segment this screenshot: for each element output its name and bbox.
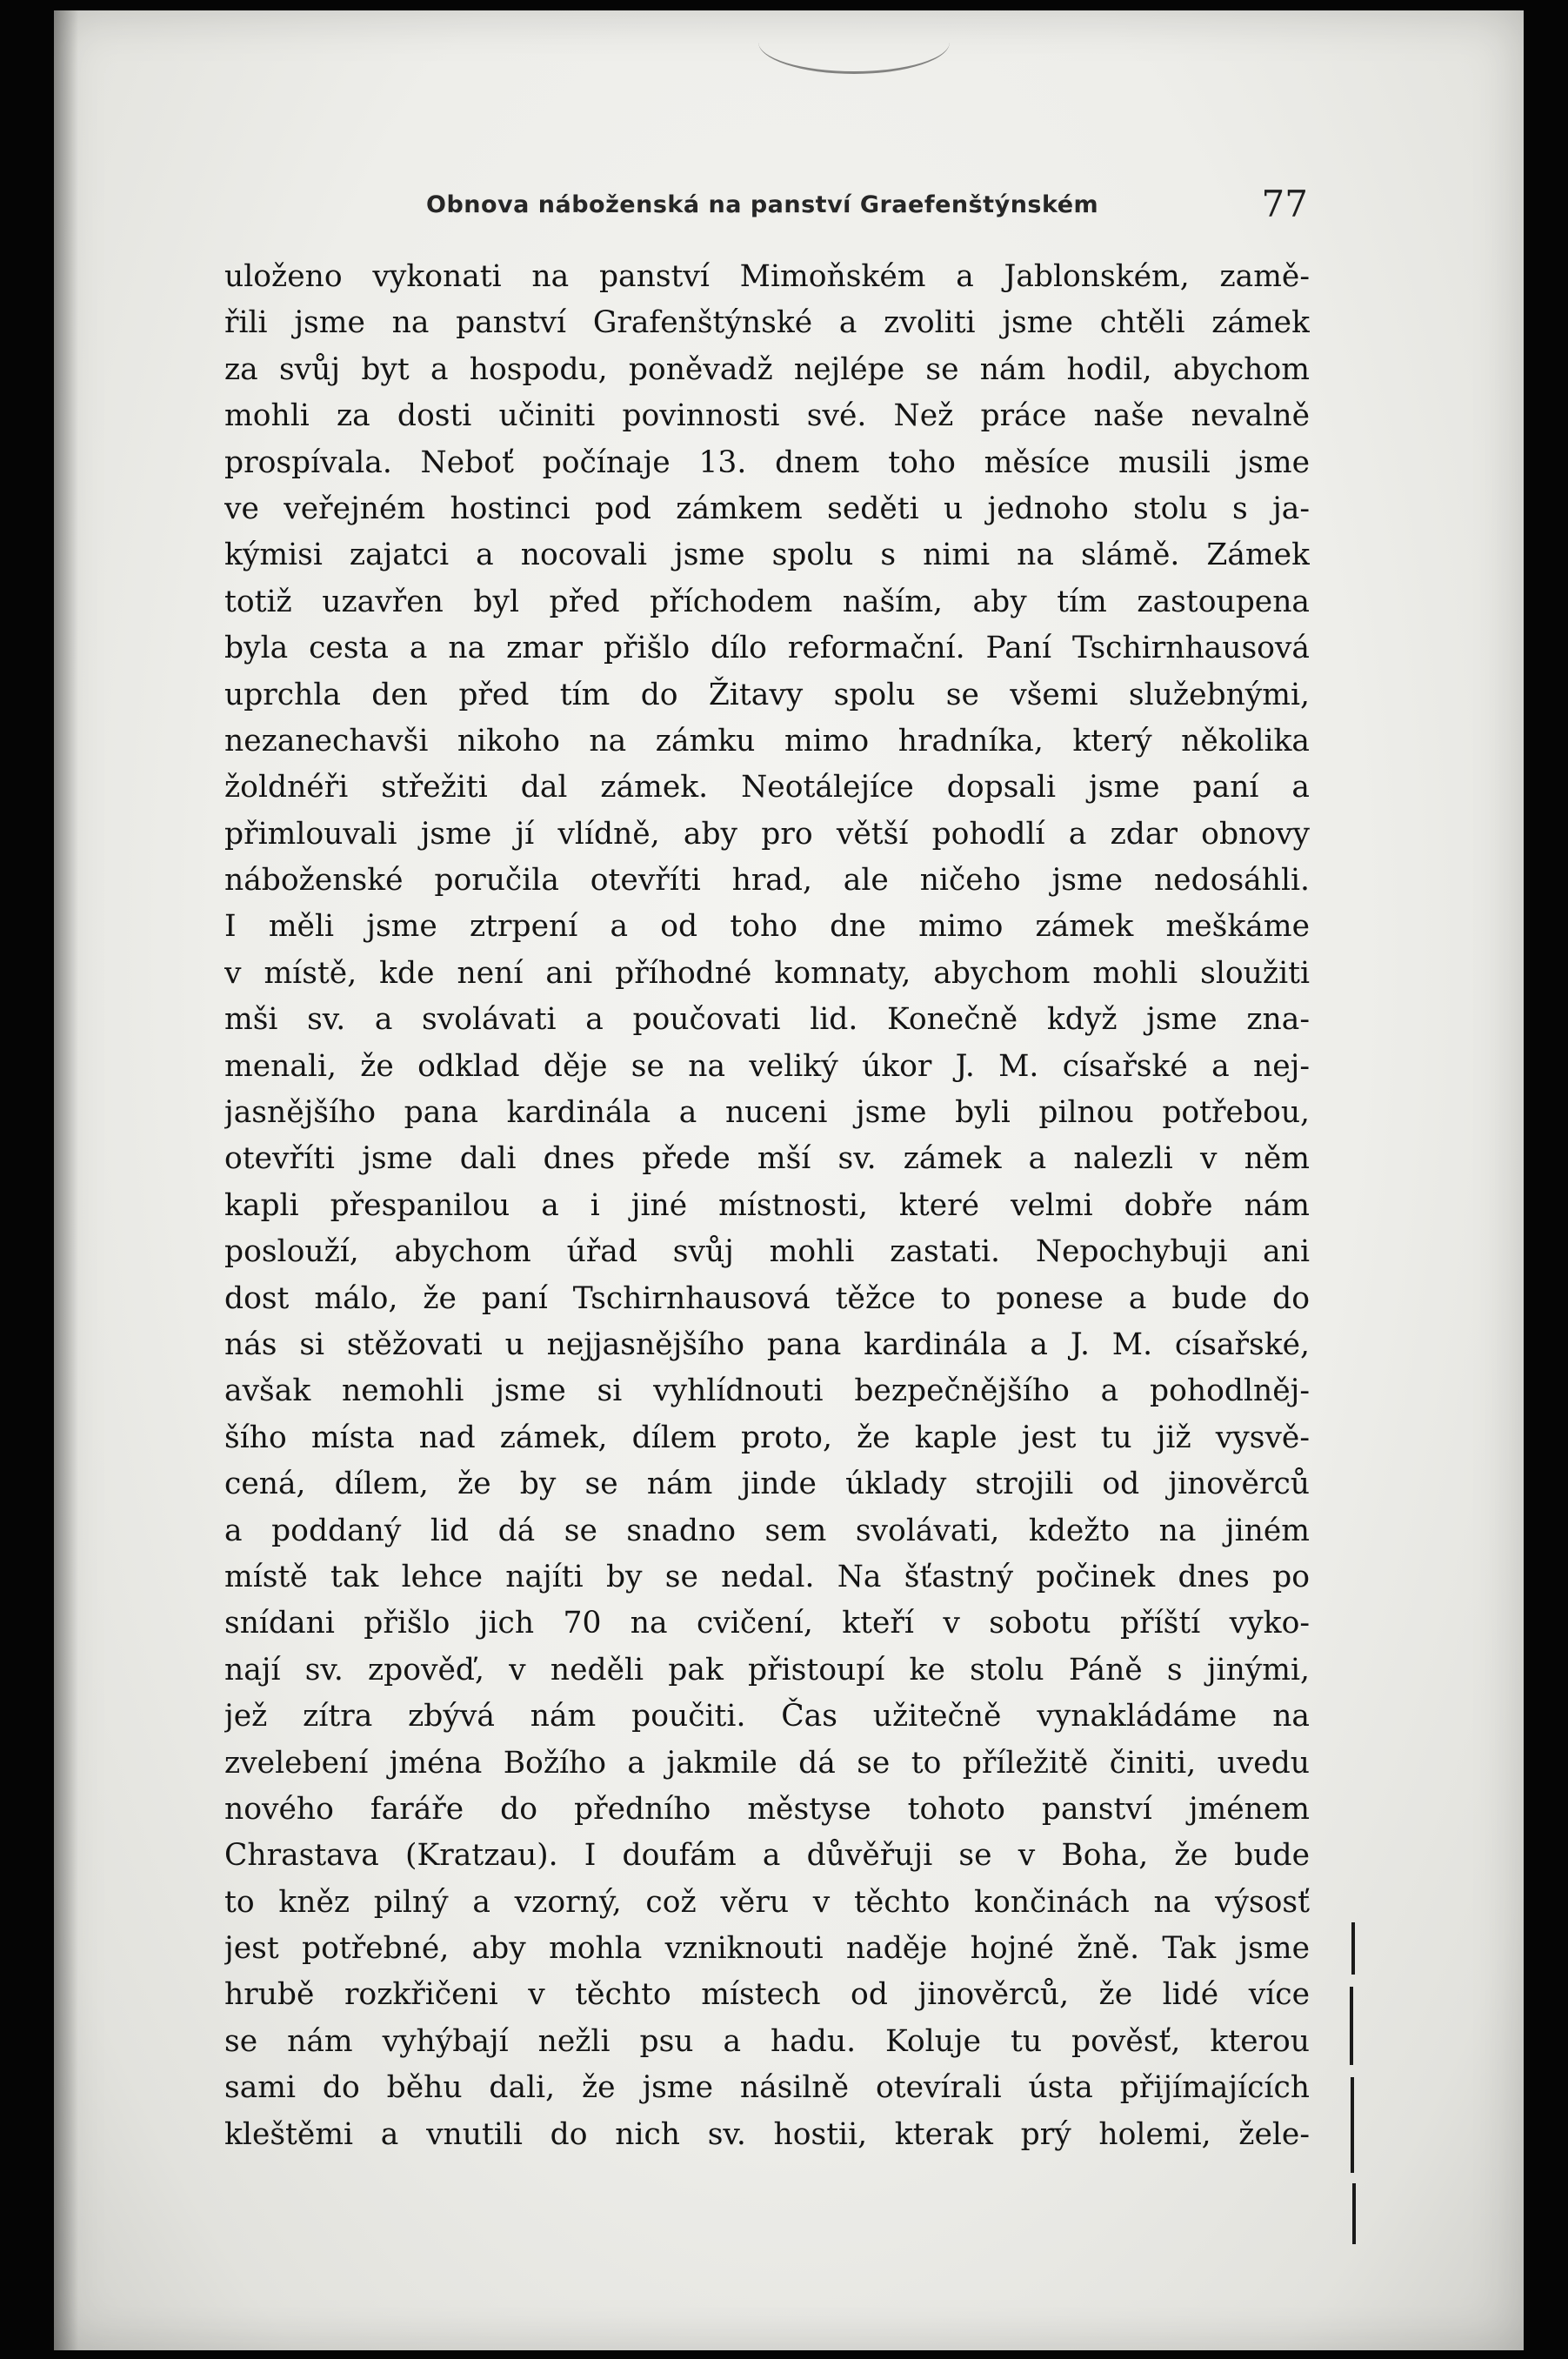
text-line: přimlouvali jsme jí vlídně, aby pro větší pohodlí a zdar obnovy <box>224 816 1310 852</box>
text-line: kapli přespanilou a i jiné místnosti, které velmi dobře nám <box>224 1187 1310 1223</box>
body-text <box>224 254 1310 2158</box>
margin-mark <box>1352 2183 1356 2244</box>
text-line: poslouží, abychom úřad svůj mohli zastati. Nepochybuji ani <box>224 1234 1310 1270</box>
text-line: Chrastava (Kratzau). I doufám a důvěřuji se v Boha, že bude <box>224 1838 1310 1874</box>
text-line: jež zítra zbývá nám poučiti. Čas užitečně vynakládáme na <box>224 1699 1310 1734</box>
text-line: za svůj byt a hospodu, poněvadž nejlépe se nám hodil, abychom <box>224 351 1310 387</box>
page-number: 77 <box>1261 183 1308 225</box>
text-line: nás si stěžovati u nejjasnějšího pana kardinála a J. M. císařské, <box>224 1327 1310 1362</box>
text-line: se nám vyhýbají nežli psu a hadu. Koluje tu pověsť, kterou <box>224 2023 1310 2059</box>
text-line: kýmisi zajatci a nocovali jsme spolu s nimi na slámě. Zámek <box>224 538 1310 573</box>
text-line: jasnějšího pana kardinála a nuceni jsme byli pilnou potřebou, <box>224 1095 1310 1131</box>
text-line: v místě, kde není ani příhodné komnaty, abychom mohli sloužiti <box>224 955 1310 991</box>
margin-mark <box>1350 1987 1353 2065</box>
text-line: šího místa nad zámek, dílem proto, že kaple jest tu již vysvě- <box>224 1420 1310 1455</box>
text-line: prospívala. Neboť počínaje 13. dnem toho měsíce musili jsme <box>224 444 1310 480</box>
text-line: nového faráře do předního městyse tohoto panství jménem <box>224 1791 1310 1827</box>
text-line: dost málo, že paní Tschirnhausová těžce to ponese a bude do <box>224 1280 1310 1316</box>
text-line: uprchla den před tím do Žitavy spolu se všemi služebnými, <box>224 677 1310 712</box>
running-head <box>224 170 1308 240</box>
text-line: I měli jsme ztrpení a od toho dne mimo zámek meškáme <box>224 909 1310 945</box>
text-line: náboženské poručila otevříti hrad, ale ničeho jsme nedosáhli. <box>224 863 1310 899</box>
text-line: nezanechavši nikoho na zámku mimo hradníka, který několika <box>224 723 1310 758</box>
text-line: uloženo vykonati na panství Mimoňském a Jablonském, zamě- <box>224 259 1310 294</box>
page-fold-mark <box>758 10 950 74</box>
text-line: avšak nemohli jsme si vyhlídnouti bezpečnějšího a pohodlněj- <box>224 1373 1310 1409</box>
text-line: menali, že odklad děje se na veliký úkor J. M. císařské a nej- <box>224 1048 1310 1084</box>
text-line: hrubě rozkřičeni v těchto místech od jinověrců, že lidé více <box>224 1977 1310 2013</box>
text-line: žoldnéři střežiti dal zámek. Neotálejíce dopsali jsme paní a <box>224 770 1310 805</box>
text-line: byla cesta a na zmar přišlo dílo reformační. Paní Tschirnhausová <box>224 631 1310 666</box>
text-line: totiž uzavřen byl před příchodem naším, aby tím zastoupena <box>224 584 1310 619</box>
text-line: otevříti jsme dali dnes přede mší sv. zámek a nalezli v něm <box>224 1141 1310 1177</box>
text-line: nají sv. zpověď, v neděli pak přistoupí ke stolu Páně s jinými, <box>224 1652 1310 1687</box>
text-line: zvelebení jména Božího a jakmile dá se to příležitě činiti, uvedu <box>224 1745 1310 1781</box>
binding-shadow <box>54 10 78 2350</box>
margin-mark <box>1351 2077 1354 2173</box>
text-line: jest potřebné, aby mohla vzniknouti naděje hojné žně. Tak jsme <box>224 1931 1310 1967</box>
text-line: snídani přišlo jich 70 na cvičení, kteří v sobotu příští vyko- <box>224 1606 1310 1641</box>
text-line: a poddaný lid dá se snadno sem svolávati, kdežto na jiném <box>224 1513 1310 1548</box>
margin-pencil-marks <box>1346 1922 1357 2262</box>
text-line: místě tak lehce najíti by se nedal. Na šťastný počinek dnes po <box>224 1559 1310 1594</box>
text-line: ve veřejném hostinci pod zámkem seděti u jednoho stolu s ja- <box>224 491 1310 526</box>
text-line: kleštěmi a vnutili do nich sv. hostii, kterak prý holemi, žele- <box>224 2116 1310 2152</box>
text-line: cená, dílem, že by se nám jinde úklady strojili od jinověrců <box>224 1467 1310 1502</box>
text-line: řili jsme na panství Grafenštýnské a zvoliti jsme chtěli zámek <box>224 305 1310 341</box>
text-line: sami do běhu dali, že jsme násilně otevírali ústa přijímajících <box>224 2070 1310 2106</box>
margin-mark <box>1351 1922 1355 1975</box>
text-line: to kněz pilný a vzorný, což věru v těchto končinách na výsosť <box>224 1884 1310 1920</box>
text-line: mši sv. a svolávati a poučovati lid. Konečně když jsme zna- <box>224 1002 1310 1038</box>
running-title: Obnova náboženská na panství Graefenštýnském <box>426 191 1099 218</box>
text-line: mohli za dosti učiniti povinnosti své. Než práce naše nevalně <box>224 398 1310 434</box>
